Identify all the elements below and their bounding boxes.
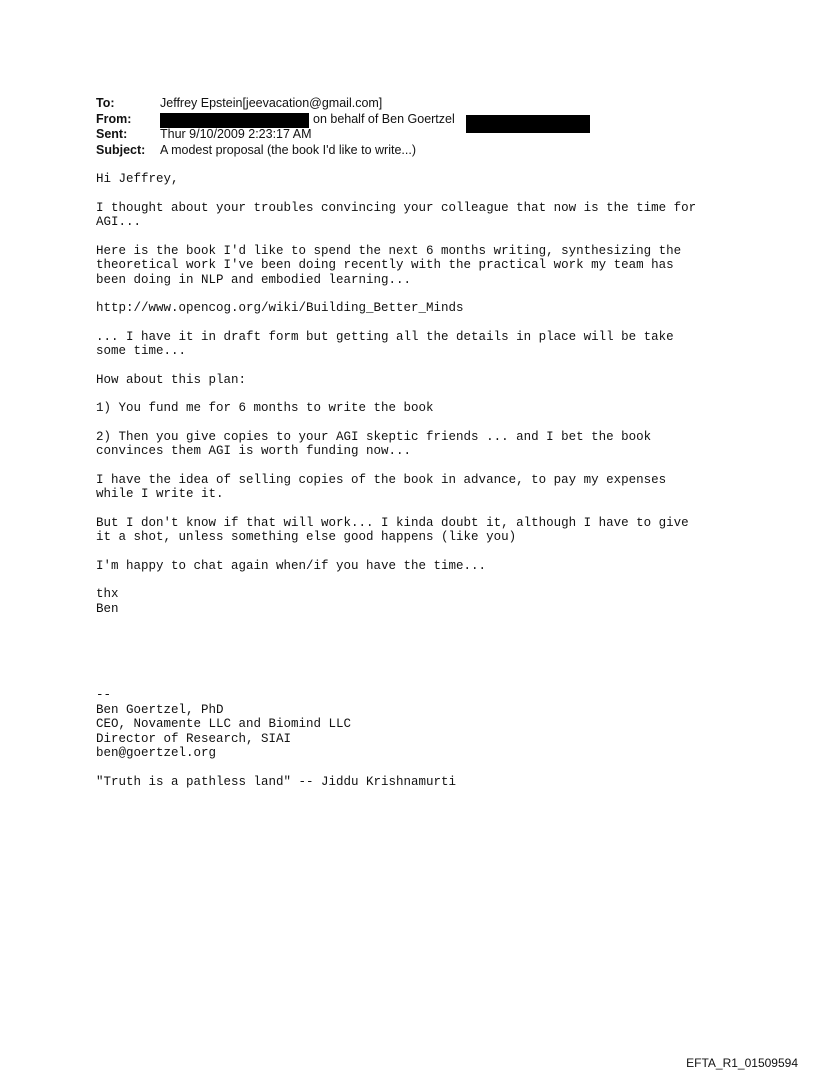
signature-title: Director of Research, SIAI	[96, 731, 292, 746]
body-paragraph: I thought about your troubles convincing your colleague that now is the time for AGI...	[96, 200, 697, 229]
signature-block	[96, 688, 351, 761]
link-text: http://www.opencog.org/wiki/Building_Better_Minds	[96, 301, 464, 315]
to-value: Jeffrey Epstein[jeevacation@gmail.com]	[160, 96, 383, 110]
greeting: Hi Jeffrey,	[96, 172, 179, 186]
email-body	[96, 172, 736, 616]
body-paragraph: I'm happy to chat again when/if you have the time...	[96, 558, 487, 573]
signature-email: ben@goertzel.org	[96, 746, 217, 760]
signature-separator: --	[96, 688, 112, 702]
subject-value: A modest proposal (the book I'd like to write...)	[160, 142, 416, 157]
from-value: on behalf of Ben Goertzel	[313, 111, 455, 126]
body-paragraph: How about this plan:	[96, 372, 247, 387]
subject-label: Subject:	[96, 142, 146, 157]
to-label: To:	[96, 96, 115, 110]
from-label: From:	[96, 111, 132, 126]
document-id: EFTA_R1_01509594	[686, 1056, 798, 1070]
sent-label: Sent:	[96, 127, 128, 141]
body-paragraph: ... I have it in draft form but getting all the details in place will be take some time...	[96, 329, 674, 358]
body-paragraph: Here is the book I'd like to spend the next 6 months writing, synthesizing the theoretical work I've been doing recently with the practical work my team has been doing in NLP and embodied learning...	[96, 243, 682, 287]
signature-quote: "Truth is a pathless land" -- Jiddu Krishnamurti	[96, 775, 457, 789]
body-paragraph: 2) Then you give copies to your AGI skeptic friends ... and I bet the book convinces them AGI is worth funding now...	[96, 429, 652, 458]
redaction-box	[160, 113, 309, 128]
signature-name: Ben Goertzel, PhD	[96, 702, 224, 717]
body-paragraph: 1) You fund me for 6 months to write the book	[96, 401, 434, 415]
sent-value: Thur 9/10/2009 2:23:17 AM	[160, 127, 312, 141]
body-paragraph: But I don't know if that will work... I kinda doubt it, although I have to give it a shot, unless something else good happens (like you)	[96, 515, 689, 544]
closing-name: Ben	[96, 601, 119, 616]
body-paragraph: I have the idea of selling copies of the book in advance, to pay my expenses while I write it.	[96, 472, 667, 501]
redaction-box	[466, 115, 590, 133]
closing-line: thx	[96, 587, 119, 601]
signature-title: CEO, Novamente LLC and Biomind LLC	[96, 717, 352, 731]
